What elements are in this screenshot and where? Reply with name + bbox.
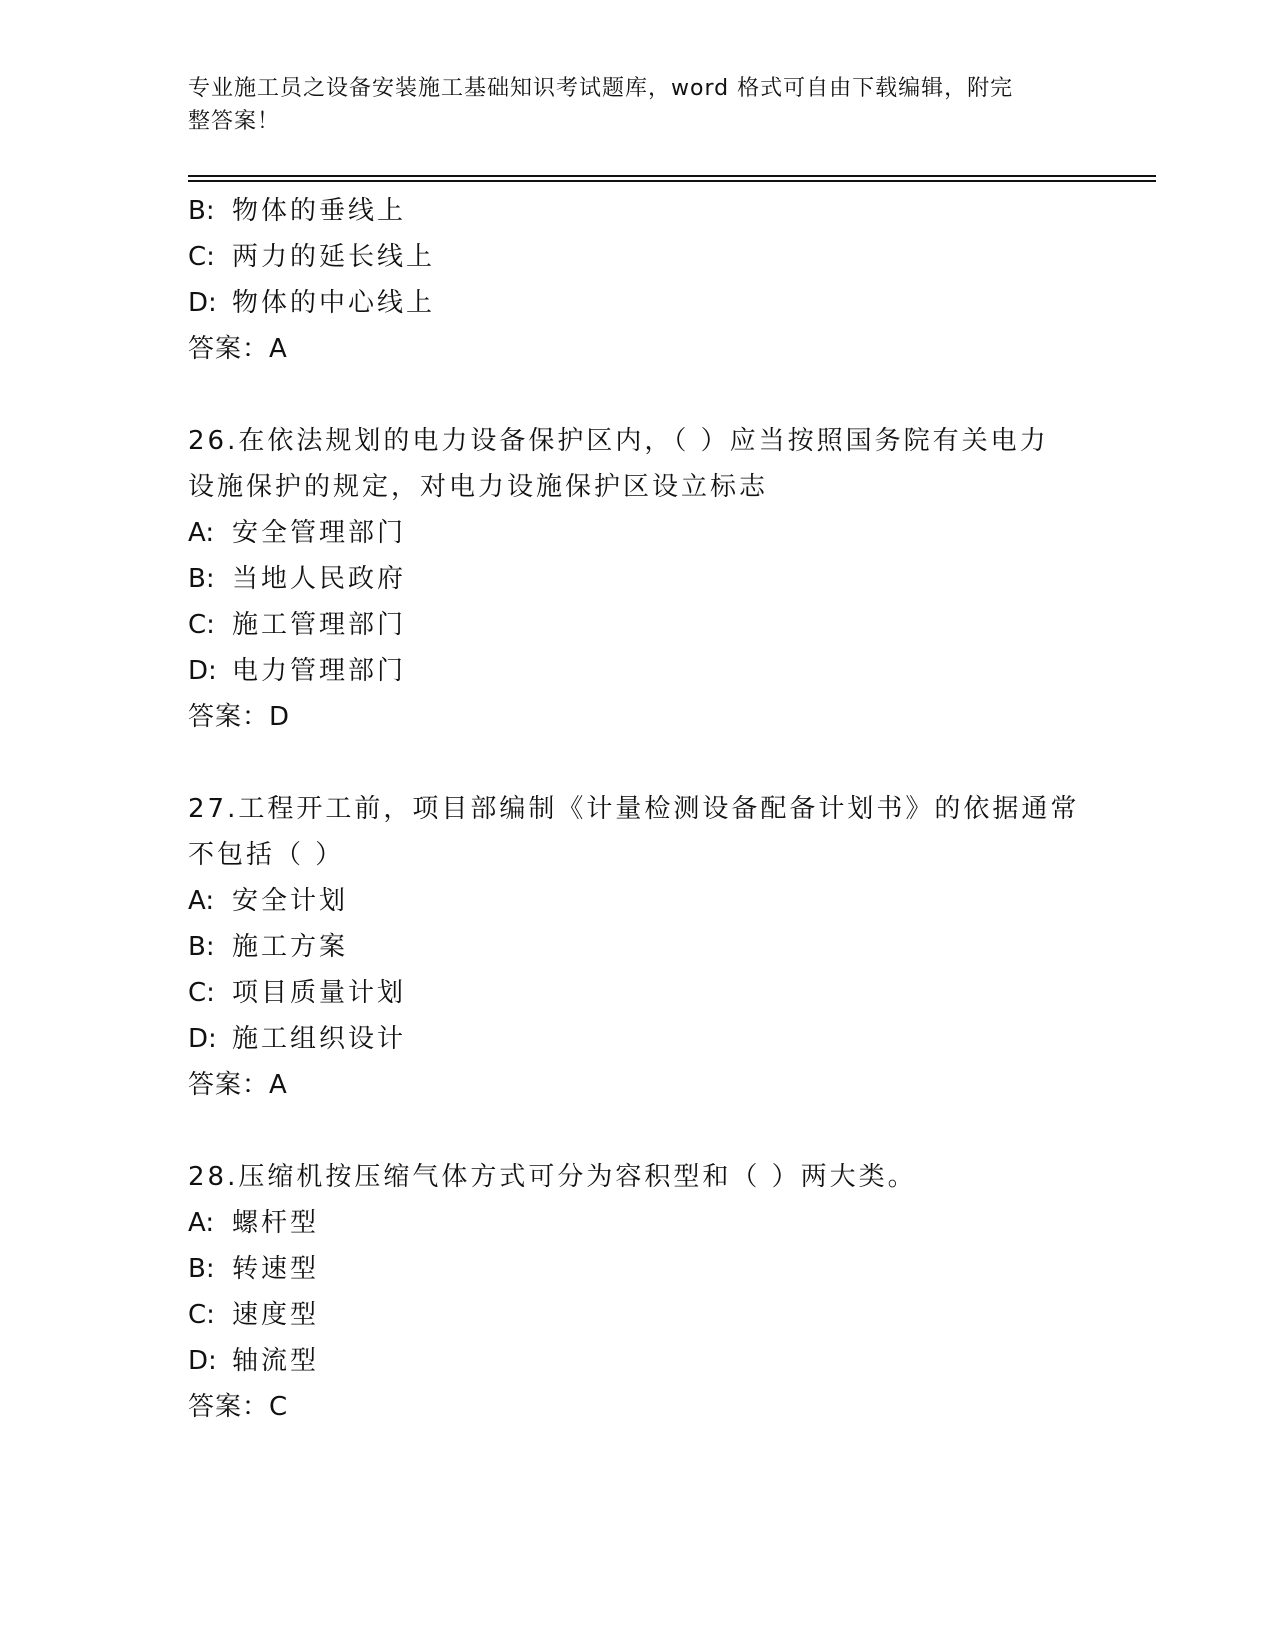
header-line-1: 专业施工员之设备安装施工基础知识考试题库，word 格式可自由下载编辑，附完 <box>188 76 1014 101</box>
option-c <box>188 234 1108 280</box>
option-d <box>188 648 1108 694</box>
option-letter: B: <box>188 1254 215 1284</box>
option-b <box>188 556 1108 602</box>
question-27 <box>188 786 1108 1108</box>
option-text: 安全管理部门 <box>232 518 407 548</box>
option-letter: A: <box>188 518 215 548</box>
answer-line: 答案：A <box>188 1070 288 1100</box>
option-letter: B: <box>188 564 215 594</box>
option-c <box>188 1292 1108 1338</box>
answer-line: 答案：C <box>188 1392 289 1422</box>
option-letter: D: <box>188 1346 217 1376</box>
option-d <box>188 1338 1108 1384</box>
option-letter: D: <box>188 656 217 686</box>
question-26 <box>188 418 1108 740</box>
option-letter: C: <box>188 610 215 640</box>
question-28 <box>188 1154 1108 1430</box>
option-text: 转速型 <box>232 1254 320 1284</box>
option-text: 施工管理部门 <box>232 610 407 640</box>
option-letter: B: <box>188 932 215 962</box>
option-d <box>188 1016 1108 1062</box>
option-text: 项目质量计划 <box>232 978 407 1008</box>
option-text: 电力管理部门 <box>232 656 407 686</box>
option-text: 螺杆型 <box>232 1208 320 1238</box>
option-text: 轴流型 <box>232 1346 320 1376</box>
option-a <box>188 1200 1108 1246</box>
question-content <box>188 188 1108 1430</box>
option-letter: D: <box>188 1024 217 1054</box>
option-text: 安全计划 <box>232 886 349 916</box>
option-letter: A: <box>188 886 215 916</box>
question-stem-line-1: 28.压缩机按压缩气体方式可分为容积型和（ ）两大类。 <box>188 1162 917 1192</box>
option-letter: D: <box>188 288 217 318</box>
option-letter: B: <box>188 196 215 226</box>
option-d <box>188 280 1108 326</box>
question-stem-line-1: 27.工程开工前，项目部编制《计量检测设备配备计划书》的依据通常 <box>188 794 1080 824</box>
header-divider-bottom <box>188 180 1156 182</box>
option-letter: C: <box>188 1300 215 1330</box>
option-text: 当地人民政府 <box>232 564 407 594</box>
option-b <box>188 1246 1108 1292</box>
question-25-continued <box>188 188 1108 372</box>
spacer <box>188 372 1108 418</box>
option-text: 施工方案 <box>232 932 349 962</box>
question-stem-line-2: 不包括（ ） <box>188 840 345 870</box>
option-b <box>188 924 1108 970</box>
option-text: 物体的垂线上 <box>232 196 407 226</box>
question-stem-line-2: 设施保护的规定，对电力设施保护区设立标志 <box>188 472 769 502</box>
option-c <box>188 970 1108 1016</box>
header-line-2: 整答案！ <box>188 109 281 134</box>
document-header <box>188 72 1068 138</box>
answer-line: 答案：D <box>188 702 291 732</box>
option-b <box>188 188 1108 234</box>
spacer <box>188 1108 1108 1154</box>
option-text: 施工组织设计 <box>232 1024 407 1054</box>
option-a <box>188 878 1108 924</box>
header-divider-top <box>188 175 1156 177</box>
option-letter: C: <box>188 978 215 1008</box>
option-letter: C: <box>188 242 215 272</box>
option-text: 速度型 <box>232 1300 320 1330</box>
option-text: 物体的中心线上 <box>232 288 436 318</box>
option-c <box>188 602 1108 648</box>
option-text: 两力的延长线上 <box>232 242 436 272</box>
answer-line: 答案：A <box>188 334 288 364</box>
spacer <box>188 740 1108 786</box>
option-a <box>188 510 1108 556</box>
question-stem-line-1: 26.在依法规划的电力设备保护区内，（ ）应当按照国务院有关电力 <box>188 426 1049 456</box>
option-letter: A: <box>188 1208 215 1238</box>
